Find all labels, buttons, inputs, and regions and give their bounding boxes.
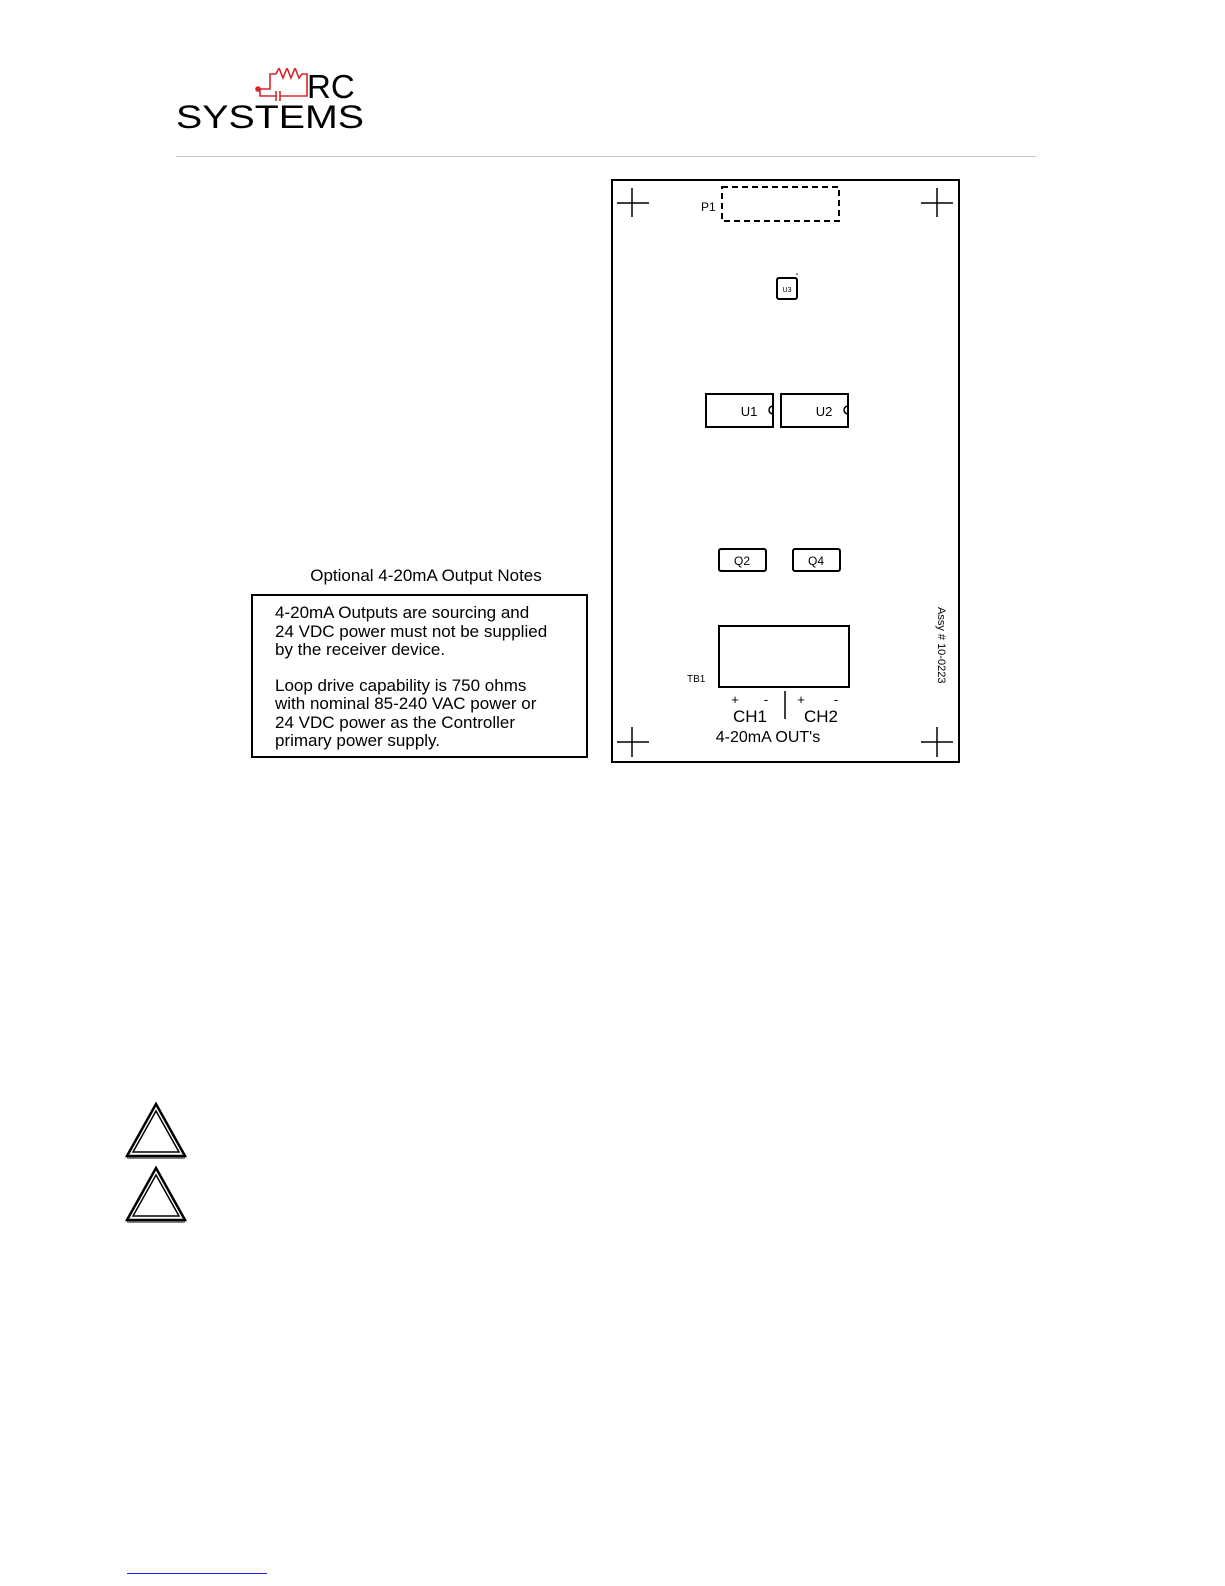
notes-paragraph-1 xyxy=(275,604,576,660)
notes-line: Loop drive capability is 750 ohms xyxy=(275,675,527,695)
footer-link-underline[interactable] xyxy=(127,1573,267,1586)
notes-paragraph-2 xyxy=(275,677,576,751)
chip-u2-label: U2 xyxy=(815,404,833,419)
terminal-block-tb1 xyxy=(719,626,849,687)
outputs-label: 4-20mA OUT's xyxy=(715,729,821,746)
chip-u1 xyxy=(706,394,773,427)
notes-line: by the receiver device. xyxy=(275,640,446,659)
warning-triangle-icon xyxy=(125,1102,187,1160)
board-diagram xyxy=(611,179,961,764)
notes-line: with nominal 85-240 VAC power or xyxy=(275,694,537,713)
board-outline xyxy=(612,180,959,762)
channel2-label: CH2 xyxy=(803,707,839,726)
notes-line: 24 VDC power must not be supplied xyxy=(275,621,548,641)
mounting-hole-crosshair xyxy=(617,188,649,217)
transistor-q4-label: Q4 xyxy=(807,554,825,568)
circuit-symbol-icon xyxy=(256,68,307,101)
chip-u1-label: U1 xyxy=(740,404,758,419)
mounting-hole-crosshair xyxy=(921,727,953,757)
channel1-label: CH1 xyxy=(732,707,768,726)
notes-box xyxy=(251,594,588,758)
rc-systems-logo xyxy=(176,68,371,134)
mounting-hole-crosshair xyxy=(921,188,953,217)
terminal-label: TB1 xyxy=(687,674,706,685)
logo-rc-text: RC xyxy=(307,68,355,105)
assembly-number: Assy # 10-0223 xyxy=(935,607,947,684)
transistor-q2-label: Q2 xyxy=(733,554,751,568)
notes-line: 4-20mA Outputs are sourcing and xyxy=(275,603,530,622)
connector-p1 xyxy=(722,187,839,221)
notes-line: primary power supply. xyxy=(275,731,441,750)
ch1-minus: - xyxy=(763,692,769,707)
pin1-dot xyxy=(796,273,798,275)
ch1-plus: + xyxy=(731,692,739,707)
ch2-minus: - xyxy=(833,692,839,707)
notes-title: Optional 4-20mA Output Notes xyxy=(310,566,542,585)
logo-systems-text: SYSTEMS xyxy=(176,99,364,134)
chip-u3-label: U3 xyxy=(782,287,792,294)
connector-label: P1 xyxy=(701,200,716,214)
notes-line: 24 VDC power as the Controller xyxy=(275,712,516,732)
chip-u2 xyxy=(781,394,848,427)
ch2-plus: + xyxy=(797,692,805,707)
warning-triangle-icon xyxy=(125,1166,187,1224)
mounting-hole-crosshair xyxy=(617,727,649,757)
header-divider xyxy=(176,156,1036,157)
